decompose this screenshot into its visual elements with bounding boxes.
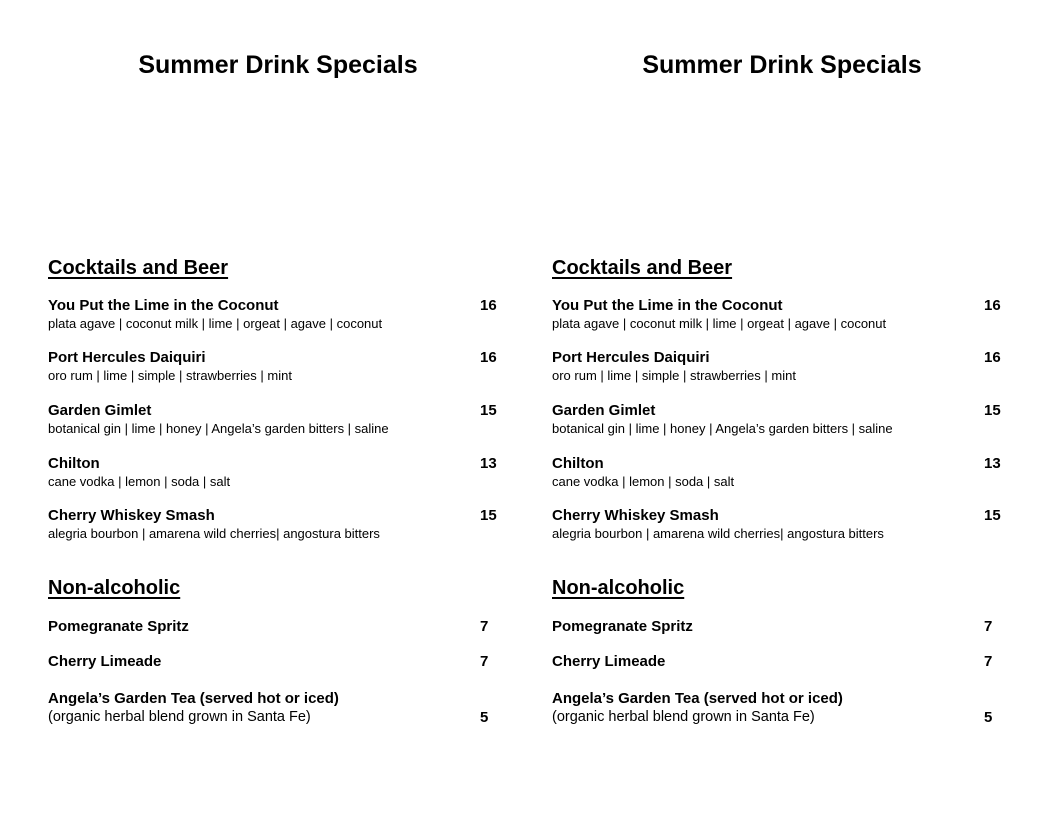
- menu-item: [48, 653, 498, 671]
- item-price: 7: [984, 618, 993, 635]
- menu-item: [552, 349, 1002, 385]
- menu-title: Summer Drink Specials: [138, 51, 418, 79]
- item-price: 16: [984, 297, 1001, 314]
- item-name: Pomegranate Spritz: [48, 618, 189, 635]
- item-name: You Put the Lime in the Coconut: [48, 297, 279, 314]
- item-price: 15: [480, 507, 497, 524]
- item-price: 5: [480, 709, 489, 726]
- menu-page-right: [552, 0, 1002, 816]
- item-name: Cherry Limeade: [552, 653, 666, 670]
- menu-item: [48, 507, 498, 543]
- item-name: Cherry Whiskey Smash: [48, 507, 215, 524]
- item-name: Cherry Limeade: [48, 653, 162, 670]
- section-heading-nonalcoholic: Non-alcoholic: [48, 577, 181, 599]
- item-price: 16: [480, 349, 497, 366]
- item-description: oro rum | lime | simple | strawberries | mint: [552, 368, 796, 383]
- item-name: Cherry Whiskey Smash: [552, 507, 719, 524]
- item-price: 13: [480, 455, 497, 472]
- item-name: Pomegranate Spritz: [552, 618, 693, 635]
- item-name: Port Hercules Daiquiri: [48, 349, 206, 366]
- menu-item: [48, 402, 498, 438]
- item-name: You Put the Lime in the Coconut: [552, 297, 783, 314]
- item-name: Chilton: [552, 455, 604, 472]
- item-description: oro rum | lime | simple | strawberries | mint: [48, 368, 292, 383]
- item-description: cane vodka | lemon | soda | salt: [48, 474, 231, 489]
- menu-page-left: [48, 0, 498, 816]
- item-name: Port Hercules Daiquiri: [552, 349, 710, 366]
- item-description: plata agave | coconut milk | lime | orgeat | agave | coconut: [552, 316, 887, 331]
- section-heading-cocktails: Cocktails and Beer: [552, 257, 733, 279]
- menu-item: [48, 690, 498, 726]
- item-price: 16: [480, 297, 497, 314]
- item-description: alegria bourbon | amarena wild cherries| angostura bitters: [552, 526, 884, 541]
- menu-item: [552, 455, 1002, 491]
- menu-item: [48, 349, 498, 385]
- item-name: Angela’s Garden Tea (served hot or iced): [48, 690, 339, 707]
- section-heading-nonalcoholic: Non-alcoholic: [552, 577, 685, 599]
- item-price: 16: [984, 349, 1001, 366]
- menu-item: [552, 618, 1002, 636]
- menu-item: [552, 653, 1002, 671]
- item-name: Garden Gimlet: [48, 402, 152, 419]
- menu-title: Summer Drink Specials: [642, 51, 922, 79]
- item-price: 15: [984, 507, 1001, 524]
- menu-item: [48, 455, 498, 491]
- item-price: 15: [480, 402, 497, 419]
- item-price: 15: [984, 402, 1001, 419]
- item-description: (organic herbal blend grown in Santa Fe): [48, 709, 311, 725]
- item-price: 7: [480, 618, 489, 635]
- menu-item: [552, 690, 1002, 726]
- menu-item: [48, 618, 498, 636]
- item-description: (organic herbal blend grown in Santa Fe): [552, 709, 815, 725]
- menu-item: [552, 297, 1002, 333]
- item-description: botanical gin | lime | honey | Angela’s garden bitters | saline: [48, 421, 389, 436]
- section-heading-cocktails: Cocktails and Beer: [48, 257, 229, 279]
- item-price: 7: [480, 653, 489, 670]
- menu-item: [48, 297, 498, 333]
- item-description: cane vodka | lemon | soda | salt: [552, 474, 735, 489]
- item-name: Angela’s Garden Tea (served hot or iced): [552, 690, 843, 707]
- item-name: Garden Gimlet: [552, 402, 656, 419]
- menu-item: [552, 507, 1002, 543]
- item-name: Chilton: [48, 455, 100, 472]
- item-description: alegria bourbon | amarena wild cherries| angostura bitters: [48, 526, 380, 541]
- item-price: 7: [984, 653, 993, 670]
- item-price: 5: [984, 709, 993, 726]
- item-description: botanical gin | lime | honey | Angela’s garden bitters | saline: [552, 421, 893, 436]
- menu-item: [552, 402, 1002, 438]
- item-description: plata agave | coconut milk | lime | orgeat | agave | coconut: [48, 316, 383, 331]
- item-price: 13: [984, 455, 1001, 472]
